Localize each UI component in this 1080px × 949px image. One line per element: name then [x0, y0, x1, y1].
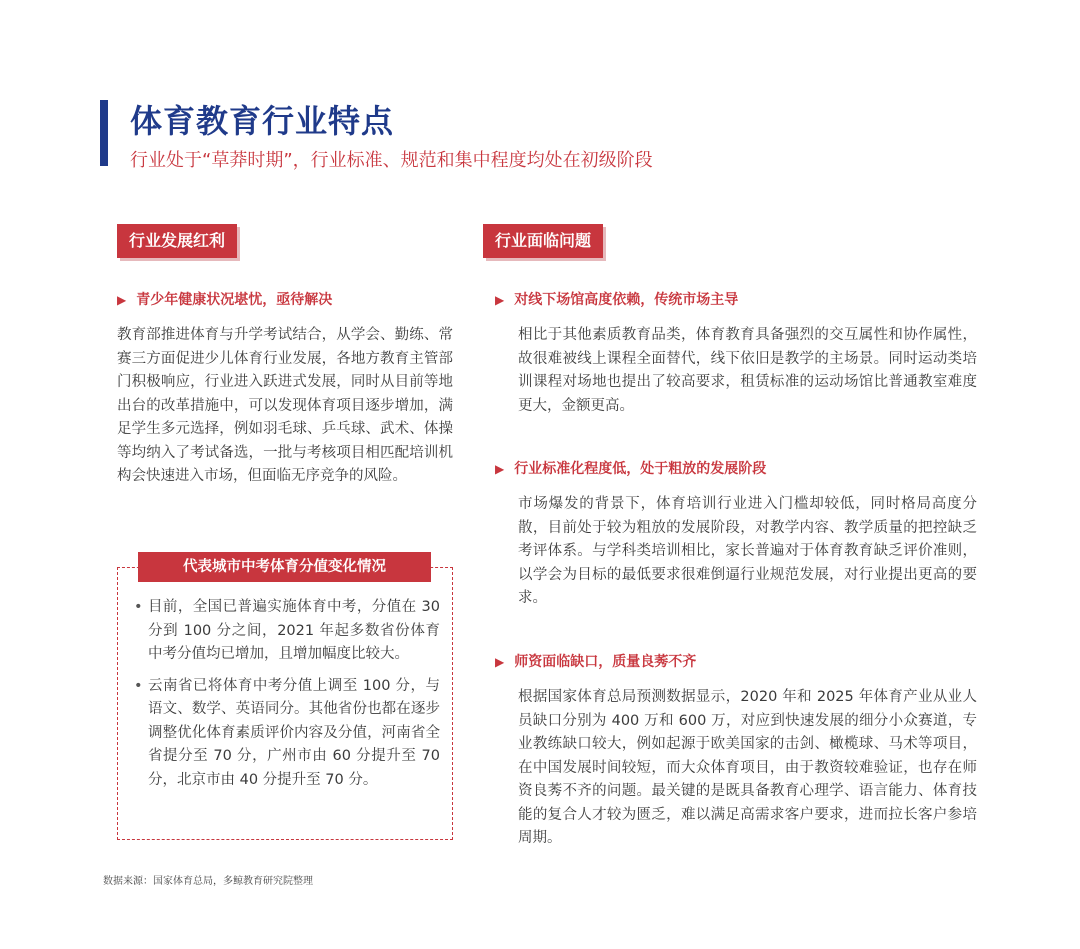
list-item-text: 云南省已将体育中考分值上调至 100 分，与语文、数学、英语同分。其他省份也都在逐步调整优化体育素质评价内容及分值，河南省全省提分至 70 分，广州市由 60 分提升至 70 分，北京市由 40 分提升至 70 分。: [148, 677, 440, 788]
tag-industry-problems: 行业面临问题: [483, 224, 603, 258]
right-heading-1-text: 对线下场馆高度依赖，传统市场主导: [514, 292, 739, 308]
bullet-dot-icon: •: [134, 677, 143, 694]
right-paragraph-1: 相比于其他素质教育品类，体育教育具备强烈的交互属性和协作属性，故很难被线上课程全面替代，线下依旧是教学的主场景。同时运动类培训课程对场地也提出了较高要求，租赁标准的运动场馆比普通教室难度更大，金额更高。: [518, 327, 977, 414]
title-accent-bar: [100, 100, 108, 166]
triangle-right-icon: ▶: [495, 293, 505, 307]
score-change-list: [134, 596, 440, 800]
right-paragraph-3: 根据国家体育总局预测数据显示，2020 年和 2025 年体育产业从业人员缺口分别为 400 万和 600 万，对应到快速发展的细分小众赛道，专业教练缺口较大，例如起源于欧美国家的击剑、橄榄球、马术等项目，在中国发展时间较短，而大众体育项目，由于教资较难验证，也存在师资良莠不齐的问题。最关键的是既具备教育心理学、语言能力、体育技能的复合人才较为匮乏，难以满足高需求客户要求，进而拉长客户参培周期。: [518, 689, 977, 846]
right-heading-3-text: 师资面临缺口，质量良莠不齐: [514, 654, 697, 670]
left-heading: [117, 289, 332, 309]
page-subtitle: 行业处于“草莽时期”，行业标准、规范和集中程度均处在初级阶段: [130, 150, 653, 171]
right-heading-1: [495, 289, 738, 309]
right-heading-2: [495, 458, 766, 478]
left-paragraph: 教育部推进体育与升学考试结合，从学会、勤练、常赛三方面促进少儿体育行业发展，各地方教育主管部门积极响应，行业进入跃进式发展，同时从目前等地出台的改革措施中，可以发现体育项目逐步增加，满足学生多元选择，例如羽毛球、乒乓球、武术、体操等均纳入了考试备选，一批与考核项目相匹配培训机构会快速进入市场，但面临无序竞争的风险。: [117, 327, 453, 484]
triangle-right-icon: ▶: [495, 655, 505, 669]
right-heading-2-text: 行业标准化程度低，处于粗放的发展阶段: [514, 461, 767, 477]
triangle-right-icon: ▶: [495, 462, 505, 476]
right-paragraph-2: 市场爆发的背景下，体育培训行业进入门槛却较低，同时格局高度分散，目前处于较为粗放的发展阶段，对教学内容、教学质量的把控缺乏考评体系。与学科类培训相比，家长普遍对于体育教育缺乏评价准则，以学会为目标的最低要求很难倒逼行业规范发展，对行业提出更高的要求。: [518, 496, 977, 606]
bullet-dot-icon: •: [134, 599, 143, 615]
list-item: [134, 596, 440, 667]
data-source-note: 数据来源：国家体育总局，多鲸教育研究院整理: [103, 876, 313, 887]
left-heading-text: 青少年健康状况堪忧，亟待解决: [136, 292, 333, 308]
list-item-text: 目前，全国已普遍实施体育中考，分值在 30 分到 100 分之间，2021 年起多数省份体育中考分值均已增加，且增加幅度比较大。: [148, 599, 440, 662]
score-change-box-title: 代表城市中考体育分值变化情况: [138, 552, 431, 582]
list-item: [134, 675, 440, 793]
right-heading-3: [495, 651, 696, 671]
tag-industry-dividends: 行业发展红利: [117, 224, 237, 258]
triangle-right-icon: ▶: [117, 293, 127, 307]
page-title: 体育教育行业特点: [130, 102, 395, 140]
